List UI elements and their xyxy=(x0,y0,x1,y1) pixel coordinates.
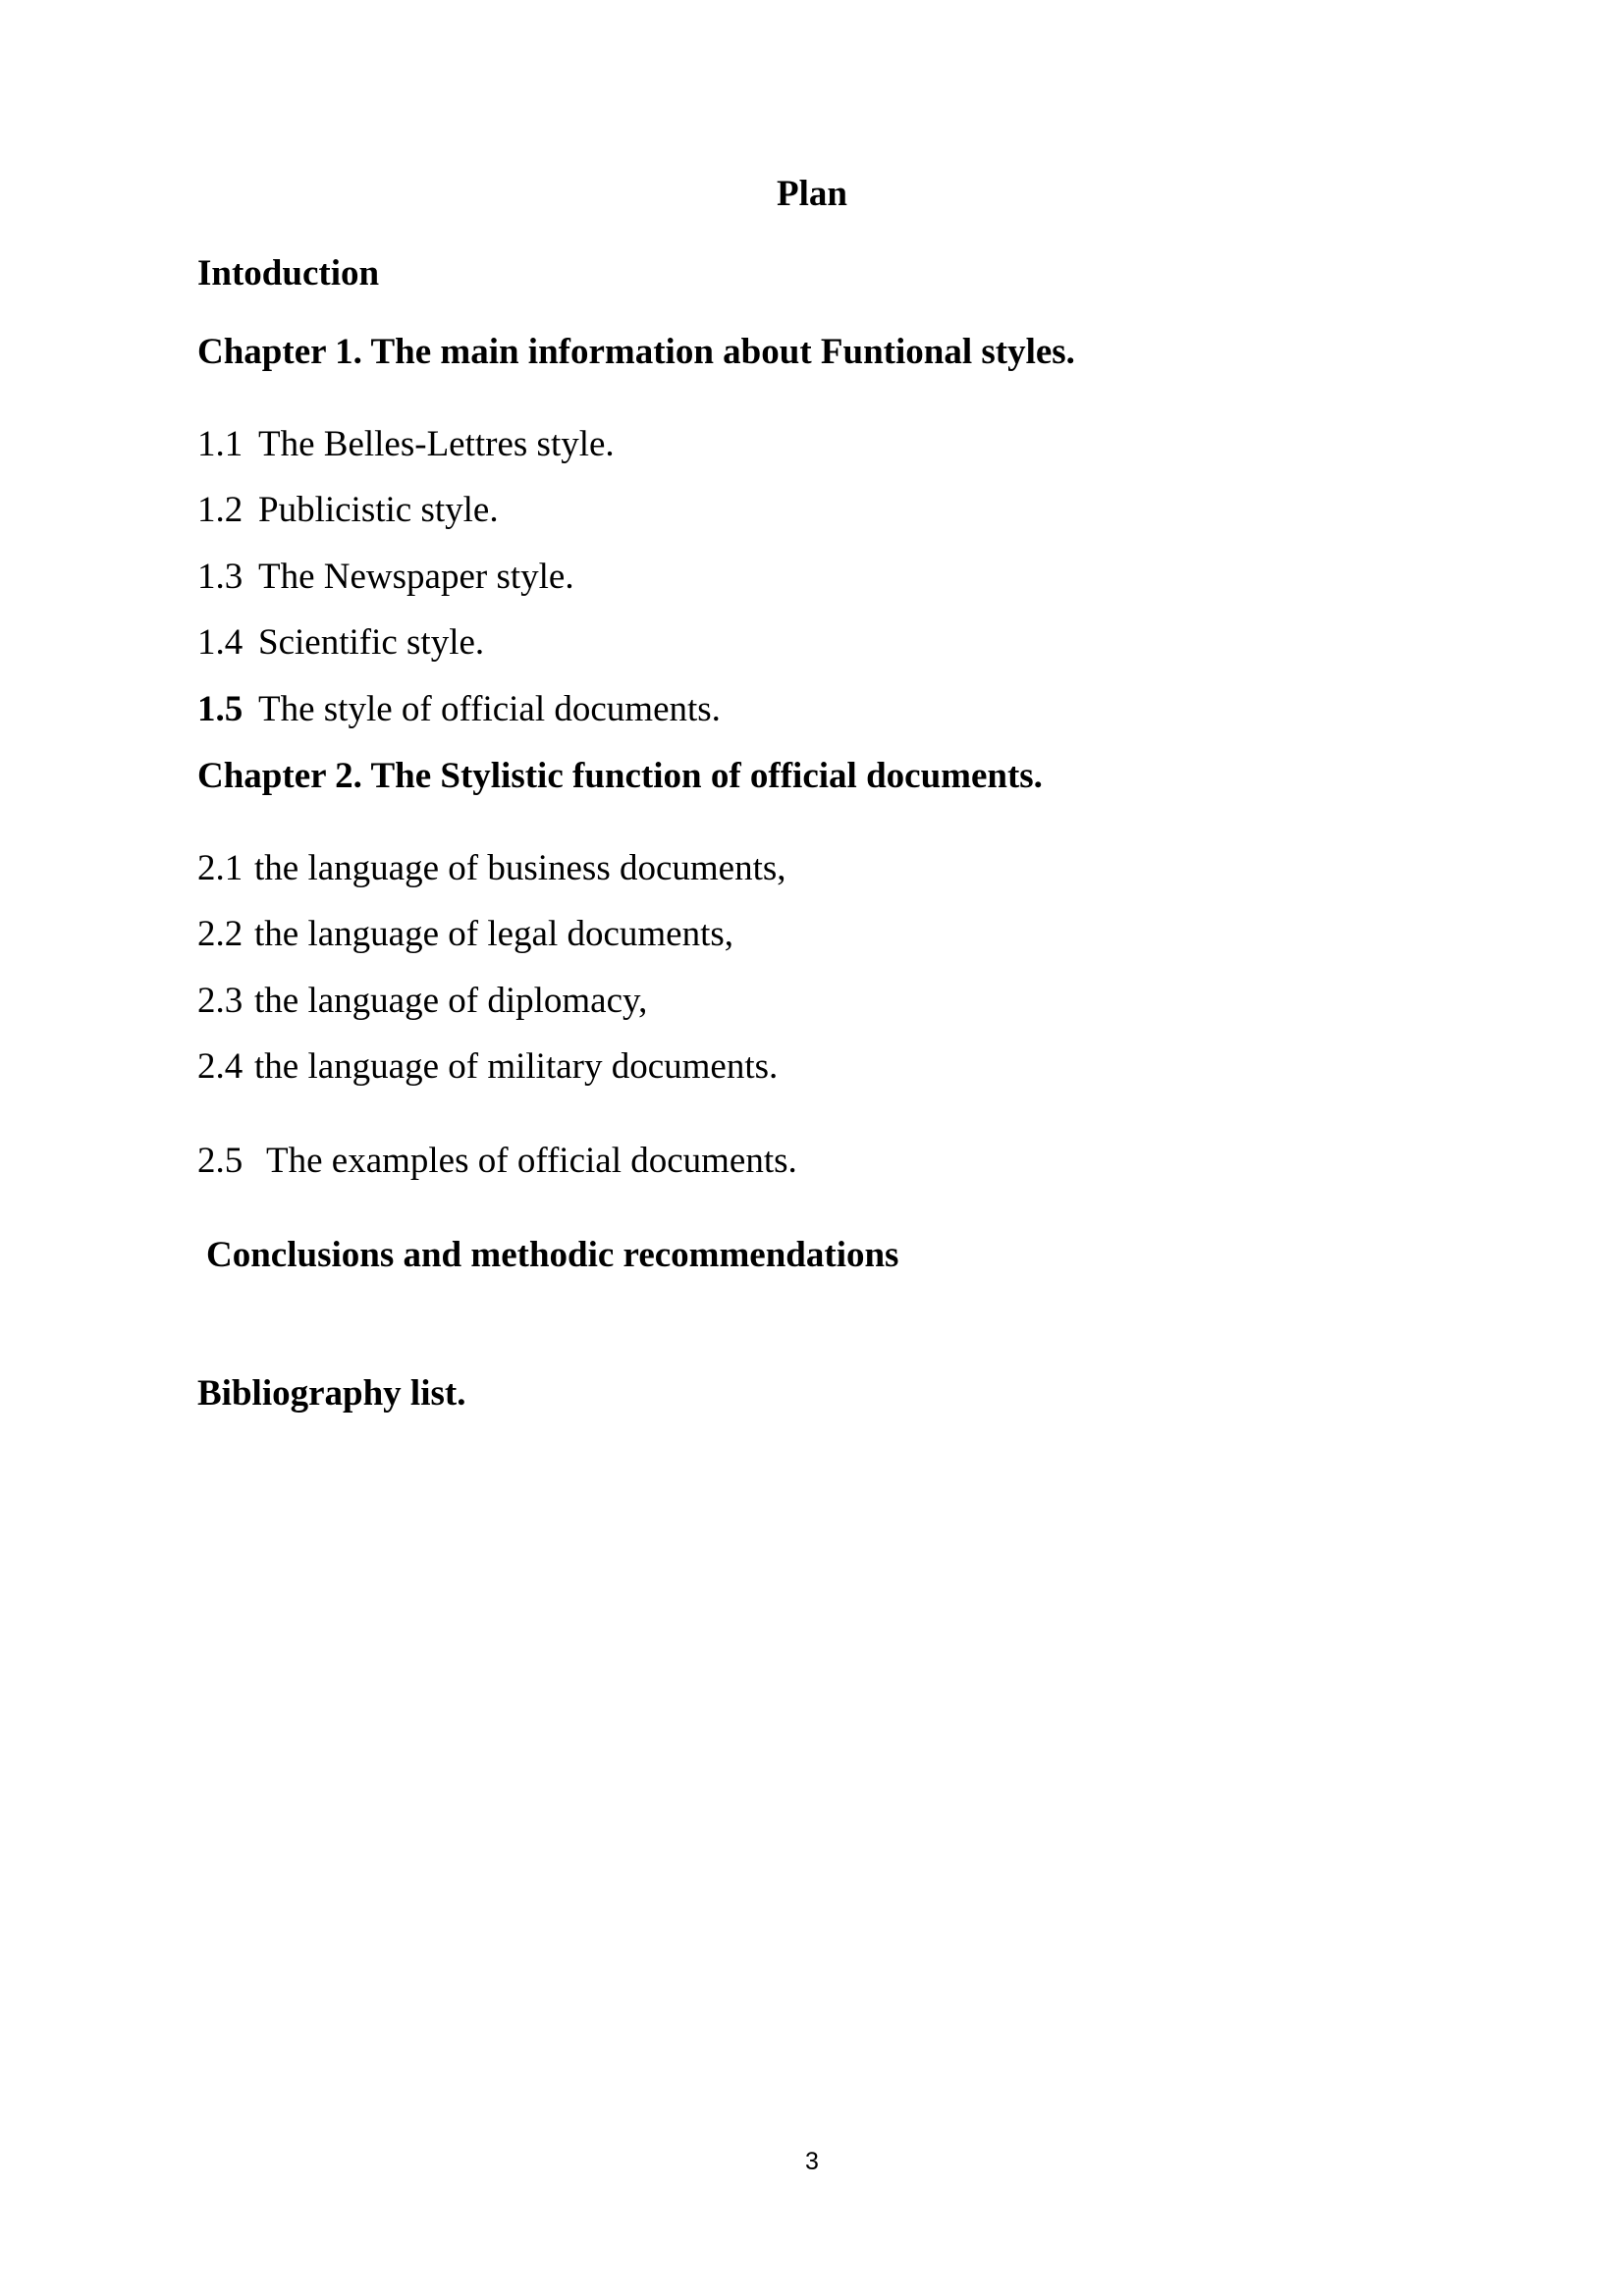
item-number: 1.4 xyxy=(197,622,244,663)
chapter-1-item xyxy=(197,489,499,532)
chapter-1-item xyxy=(197,423,615,466)
item-text: The style of official documents. xyxy=(258,689,721,729)
item-text: The Newspaper style. xyxy=(258,557,574,597)
introduction-heading: Intoduction xyxy=(197,253,380,294)
chapter-1-item xyxy=(197,556,574,599)
item-text: the language of legal documents, xyxy=(254,914,734,954)
chapter-2-item xyxy=(197,1045,778,1089)
bibliography-heading: Bibliography list. xyxy=(197,1373,466,1414)
item-number: 1.2 xyxy=(197,490,244,530)
page-number: 3 xyxy=(805,2148,819,2175)
conclusions-heading: Conclusions and methodic recommendations xyxy=(206,1235,899,1275)
item-number: 2.5 xyxy=(197,1141,244,1181)
item-text: the language of military documents. xyxy=(254,1046,779,1087)
item-number: 2.3 xyxy=(197,981,244,1021)
chapter-1-heading: Chapter 1. The main information about Funtional styles. xyxy=(197,332,1075,372)
item-number: 1.1 xyxy=(197,424,244,464)
item-text: The examples of official documents. xyxy=(266,1141,797,1181)
page-title: Plan xyxy=(777,174,847,214)
chapter-1-item xyxy=(197,688,721,731)
item-text: Publicistic style. xyxy=(258,490,499,530)
chapter-1-item xyxy=(197,621,484,665)
chapter-2-item xyxy=(197,847,786,890)
item-text: Scientific style. xyxy=(258,622,485,663)
chapter-2-item xyxy=(197,1140,797,1183)
item-text: the language of diplomacy, xyxy=(254,981,648,1021)
chapter-2-item xyxy=(197,980,647,1023)
item-text: the language of business documents, xyxy=(254,848,786,888)
item-number: 2.2 xyxy=(197,914,244,954)
item-number: 2.4 xyxy=(197,1046,244,1087)
chapter-2-heading: Chapter 2. The Stylistic function of official documents. xyxy=(197,756,1043,796)
item-number: 1.3 xyxy=(197,557,244,597)
item-number: 1.5 xyxy=(197,689,244,729)
item-text: The Belles-Lettres style. xyxy=(258,424,615,464)
chapter-2-item xyxy=(197,913,733,956)
item-number: 2.1 xyxy=(197,848,244,888)
